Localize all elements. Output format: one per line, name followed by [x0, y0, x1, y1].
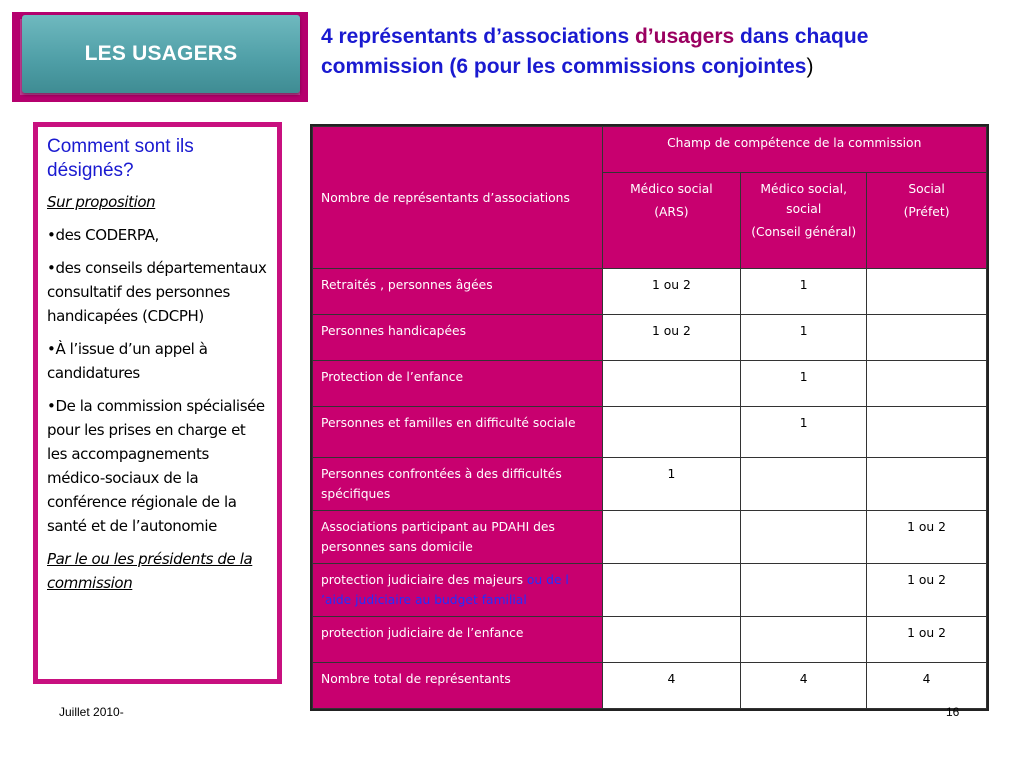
table-row: [313, 361, 987, 407]
title-badge: [22, 15, 300, 93]
designation-bullet: •des conseils départementaux consultatif des personnes handicapées (CDCPH): [47, 259, 267, 325]
row-label-extra: ou de l ’aide judiciaire au budget familial: [321, 573, 569, 607]
table-cell: 1: [602, 458, 741, 511]
designation-bullet: •À l’issue d’un appel à candidatures: [47, 340, 208, 382]
table-cell: [867, 269, 987, 315]
table-row: [313, 458, 987, 511]
table-cell: 1: [741, 269, 867, 315]
table-cell: [741, 511, 867, 564]
table-cell: [867, 407, 987, 458]
heading-part2: dans chaque commission (6 pour les commissions conjointes: [321, 25, 869, 78]
table-cell: [867, 315, 987, 361]
designation-bullet: •des CODERPA,: [47, 226, 159, 244]
table-cell: [741, 564, 867, 617]
table-row: [313, 269, 987, 315]
table-cell: 1: [741, 361, 867, 407]
column-header-line1: Médico social: [630, 182, 713, 196]
table-cell: [602, 564, 741, 617]
table-cell: 1 ou 2: [602, 269, 741, 315]
row-label: Personnes handicapées: [313, 315, 603, 361]
table-group-header: Champ de compétence de la commission: [602, 127, 987, 173]
column-header-line1: Médico social, social: [760, 182, 847, 216]
table-cell: 1 ou 2: [867, 511, 987, 564]
table-cell: [741, 458, 867, 511]
table-row: [313, 407, 987, 458]
title-badge-label: LES USAGERS: [84, 42, 238, 65]
table-cell: 1 ou 2: [602, 315, 741, 361]
table-cell: [867, 458, 987, 511]
table-row: [313, 663, 987, 709]
page-number: 16: [946, 705, 960, 719]
table-cell: 4: [741, 663, 867, 709]
table-cell: 1 ou 2: [867, 564, 987, 617]
table-row: [313, 315, 987, 361]
designation-intro: Sur proposition: [47, 193, 156, 211]
designation-question: Comment sont ils désignés?: [47, 136, 194, 181]
table-cell: [602, 361, 741, 407]
column-header-line1: Social: [908, 182, 945, 196]
designation-box: [33, 122, 282, 684]
table-row: [313, 511, 987, 564]
designation-bullet: •De la commission spécialisée pour les prises en charge et les accompagnements médico-sociaux de la conférence régionale de la santé et de l’autonomie: [47, 397, 265, 535]
table-cell: 1 ou 2: [867, 617, 987, 663]
table-cell: [867, 361, 987, 407]
table-cell: 1: [741, 315, 867, 361]
row-label: Associations participant au PDAHI des personnes sans domicile: [313, 511, 603, 564]
heading-part1: 4 représentants d’associations: [321, 25, 635, 48]
table-corner-header: Nombre de représentants d’associations: [313, 127, 603, 269]
row-label: [313, 564, 603, 617]
column-header-line2: (ARS): [654, 205, 689, 219]
table-cell: 1: [741, 407, 867, 458]
representatives-table: [310, 124, 989, 711]
table-cell: 4: [602, 663, 741, 709]
row-label: Nombre total de représentants: [313, 663, 603, 709]
column-header-line2: (Conseil général): [751, 225, 857, 239]
row-label: Protection de l’enfance: [313, 361, 603, 407]
table-row: [313, 617, 987, 663]
table-cell: [602, 511, 741, 564]
table-row: [313, 564, 987, 617]
footer-date: Juillet 2010-: [59, 705, 124, 719]
column-header: [602, 173, 741, 269]
slide-heading: [321, 22, 961, 82]
table-cell: 4: [867, 663, 987, 709]
column-header-line2: (Préfet): [903, 205, 950, 219]
designation-outro: Par le ou les présidents de la commission: [47, 550, 253, 592]
row-label: protection judiciaire de l’enfance: [313, 617, 603, 663]
column-header: [867, 173, 987, 269]
table-cell: [741, 617, 867, 663]
table-cell: [602, 617, 741, 663]
table-cell: [602, 407, 741, 458]
heading-accent: d’usagers: [634, 25, 735, 48]
row-label: Personnes et familles en difficulté sociale: [313, 407, 603, 458]
row-label: Personnes confrontées à des difficultés spécifiques: [313, 458, 603, 511]
row-label: Retraités , personnes âgées: [313, 269, 603, 315]
column-header: [741, 173, 867, 269]
row-label-text: protection judiciaire des majeurs: [321, 573, 527, 587]
heading-closing: ): [806, 55, 814, 78]
